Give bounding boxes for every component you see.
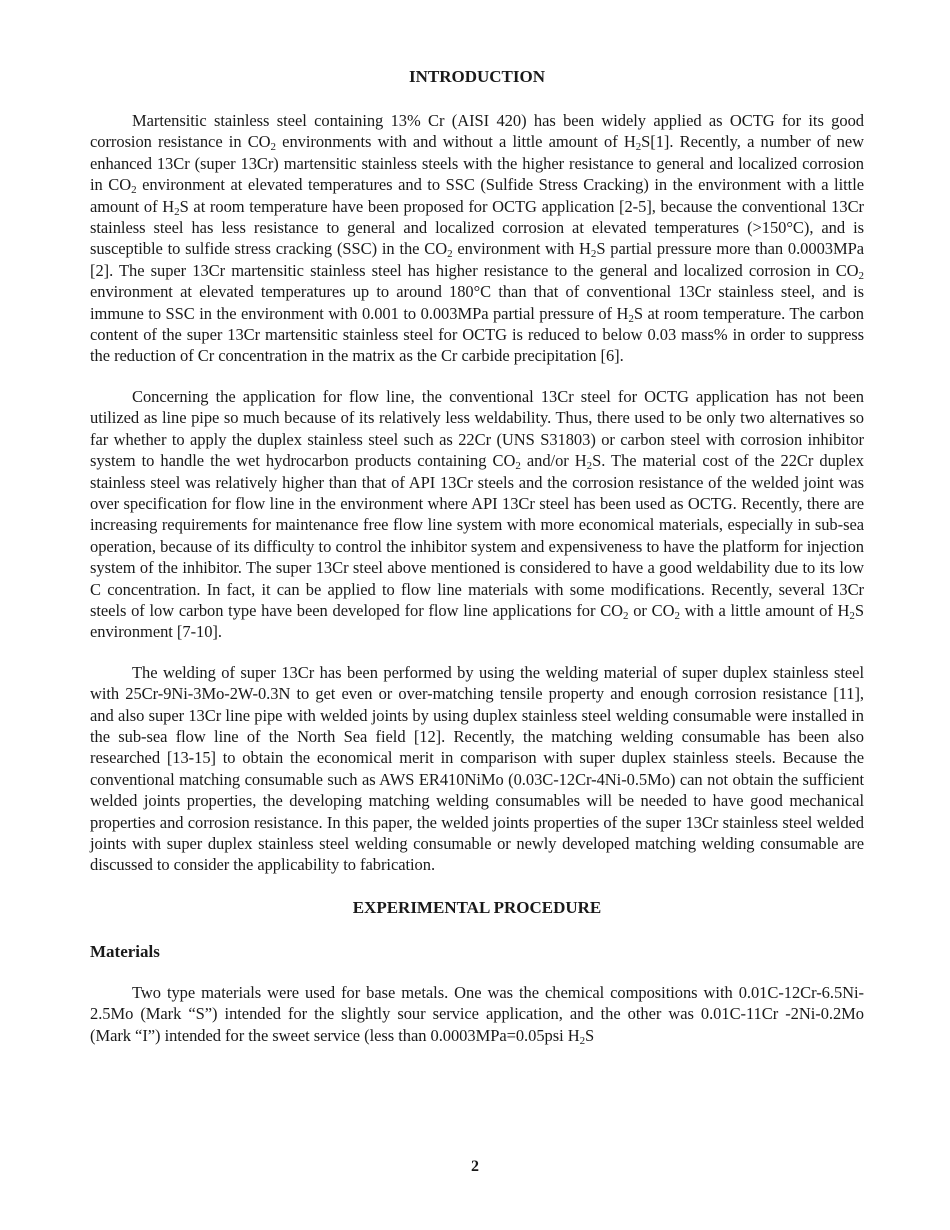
subscript: 2 (447, 248, 453, 261)
section-heading-introduction: INTRODUCTION (408, 67, 546, 86)
subscript: 2 (623, 609, 629, 622)
subscript: 2 (858, 269, 864, 282)
subscript: 2 (579, 1034, 586, 1047)
intro-paragraph-3: The welding of super 13Cr has been performed by using the welding material of super duplex stainless steel with 25Cr-9Ni-3Mo-2W-0.3N to get even or over-matching tensile property and enough corrosion resistance [11], and also super 13Cr line pipe with welded joints by using duplex stainless steel welding consumable were installed in the sub-sea flow line of the North Sea field [12]. Recently, the matching welding consumable has been also researched [13-15] to obtain the economical merit in comparison with super duplex stainless steels. Because the conventional matching consumable such as AWS ER410NiMo (0.03C-12Cr-4Ni-0.5Mo) can not obtain the sufficient welded joints properties, the developing matching welding consumables will be needed to have good mechanical properties and corrosion resistance. In this paper, the welded joints properties of the super 13Cr stainless steel welded joints with super duplex stainless steel welding consumable or newly developed matching welding consumable are discussed to consider the applicability to fabrication. (90, 662, 864, 875)
subscript: 2 (586, 460, 593, 473)
section-heading-experimental: EXPERIMENTAL PROCEDURE (352, 897, 602, 917)
subscript: 2 (635, 141, 642, 154)
document-page (90, 64, 864, 1046)
subscript: 2 (674, 609, 680, 622)
intro-paragraph-1: Martensitic stainless steel containing 13% Cr (AISI 420) has been widely applied as OCTG for its good corrosion resistance in $CO_2$ environments with and without a little amount of $H_2S[1]$. Recently, a number of new enhanced 13Cr (super 13Cr) martensitic stainless steels with the higher resistance to general and localized corrosion in $CO_2$ environment at elevated temperatures and to SSC (Sulfide Stress Cracking) in the environment with a little amount of $H_2S$ at room temperature have been proposed for OCTG application [2-5], because the conventional 13Cr stainless steel has less resistance to general and localized corrosion at elevated temperatures (>150°C), and is susceptible to sulfide stress cracking (SSC) in the $CO_2$ environment with $H_2S$ partial pressure more than 0.0003MPa [2]. The super 13Cr martensitic stainless steel has higher resistance to the general and localized corrosion in $CO_2$ environment at elevated temperatures up to around 180°C than that of conventional 13Cr stainless steel, and is immune to SSC in the environment with 0.001 to 0.003MPa partial pressure of $H_2S$ at room temperature. The carbon content of the super 13Cr martensitic stainless steel for OCTG is reduced to below 0.03 mass% in order to suppress the reduction of Cr concentration in the matrix as the Cr carbide precipitation [6]. (90, 111, 865, 366)
subscript: 2 (270, 141, 276, 154)
subsection-heading-materials: Materials (90, 941, 160, 961)
subscript: 2 (849, 609, 855, 622)
subscript: 2 (590, 248, 597, 261)
subscript: 2 (174, 205, 180, 218)
materials-paragraph: Two type materials were used for base metals. One was the chemical compositions with 0.01C-12Cr-6.5Ni-2.5Mo (Mark “S”) intended for the slightly sour service application, and the other was 0.01C-11Cr -2Ni-0.2Mo (Mark “I”) intended for the sweet service (less than 0.0003MPa=0.05psi $H_2S$ (90, 982, 864, 1047)
subscript: 2 (515, 460, 521, 473)
subscript: 2 (131, 184, 137, 197)
page-number: 2 (471, 1158, 479, 1175)
subscript: 2 (628, 312, 634, 325)
intro-paragraph-2: Concerning the application for flow line, the conventional 13Cr steel for OCTG application has not been utilized as line pipe so much because of its relatively less weldability. Thus, there used to be only two alternatives so far whether to apply the duplex stainless steel such as 22Cr (UNS S31803) or carbon steel with corrosion inhibitor system to handle the wet hydrocarbon products containing $CO_2$ and/or $H_2S$. The material cost of the 22Cr duplex stainless steel was relatively higher than that of API 13Cr steels and the corrosion resistance of the welded joint was over specification for flow line in the environment where API 13Cr steel has been used as OCTG. Recently, there are increasing requirements for maintenance free flow line system with more economical materials, especially in sub-sea operation, because of its difficulty to control the inhibitor system and expensiveness to have the platform for injection system of the inhibitor. The super 13Cr steel above mentioned is considered to have a good weldability due to its low C concentration. In fact, it can be applied to flow line materials with some modifications. Recently, several 13Cr steels of low carbon type have been developed for flow line applications for $CO_2$ or $CO_2$ with a little amount of $H_2S$ environment [7-10]. (90, 386, 865, 642)
